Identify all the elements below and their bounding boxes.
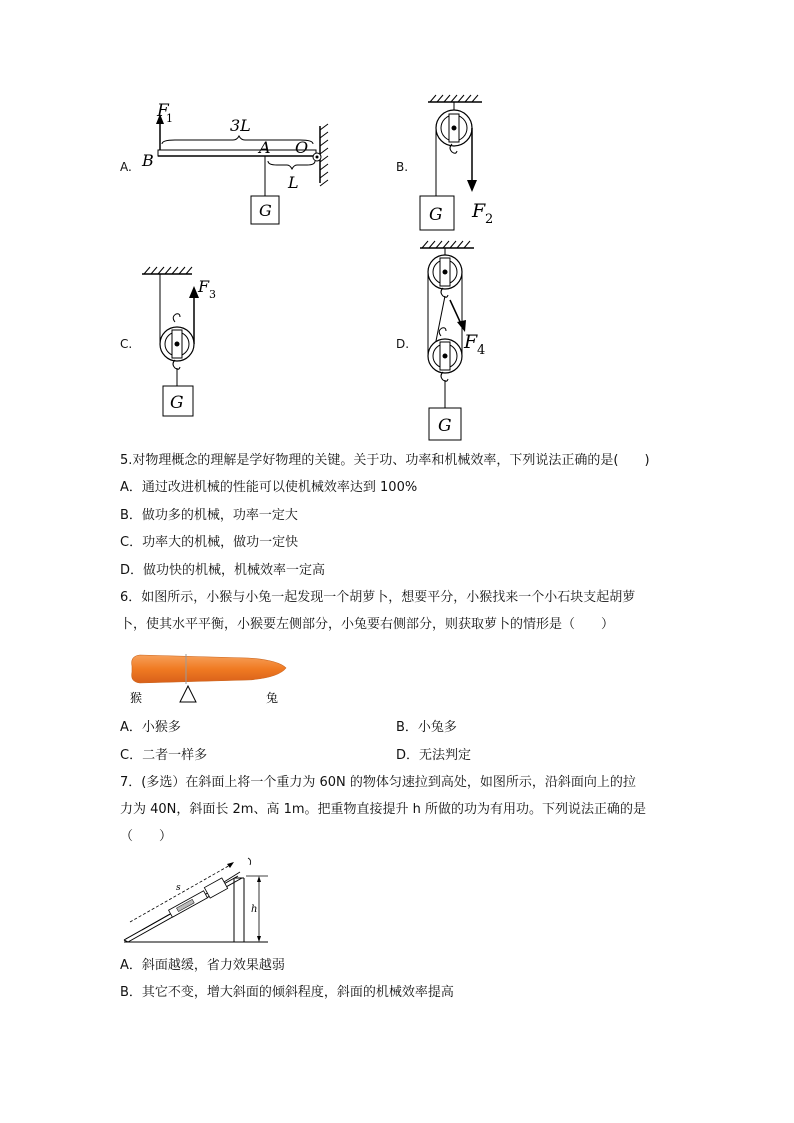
three-l-label: 3L [230,116,251,135]
b-label: B [142,151,154,170]
g-label: G [429,205,443,225]
q7-option-b: B．其它不变，增大斜面的倾斜程度，斜面的机械效率提高 [120,985,454,1000]
q5-stem: 5.对物理概念的理解是学好物理的关键。关于功、功率和机械效率，下列说法正确的是( ) [120,453,650,468]
fixed-pulley-diagram [412,92,522,237]
option-d-label: D. [396,337,410,351]
option-c-label: C. [120,337,133,351]
q6-option-d: D．无法判定 [396,748,472,763]
o-label: O [295,138,309,157]
carrot-balance-figure [128,650,288,710]
fulcrum-stone [180,686,196,702]
g-label: G [170,393,184,413]
option-b-label: B. [396,160,409,174]
monkey-label: 猴 [130,691,143,705]
carrot [132,655,286,683]
q5-option-d: D．做功快的机械，机械效率一定高 [120,563,326,578]
q7-option-a: A．斜面越缓，省力效果越弱 [120,958,285,973]
a-label: A [259,138,271,157]
pulley-block-diagram [414,238,524,443]
q6-stem-line1: 6．如图所示，小猴与小兔一起发现一个胡萝卜，想要平分，小猴找来一个小石块支起胡萝 [120,590,636,605]
f1-label: F [157,101,169,121]
q5-option-b: B．做功多的机械，功率一定大 [120,508,298,523]
l-label: L [288,173,299,192]
f4-subscript: 4 [477,343,486,358]
movable-pulley-diagram [138,264,238,420]
q5-option-c: C．功率大的机械，做功一定快 [120,535,299,550]
q6-stem-line2: 卜，使其水平平衡，小猴要左侧部分，小兔要右侧部分，则获取萝卜的情形是（ ） [120,617,615,632]
g-label: G [259,201,272,220]
q7-stem-line2: 力为 40N，斜面长 2m、高 1m。把重物直接提升 h 所做的功为有用功。下列说法正确的是 [120,802,647,817]
q6-option-b: B．小兔多 [396,720,457,735]
h-label: h [251,904,258,915]
f2-subscript: 2 [485,212,494,227]
f2-label: F [472,200,486,222]
q7-stem-line1: 7．(多选）在斜面上将一个重力为 60N 的物体匀速拉到高处，如图所示，沿斜面向上的拉 [120,775,636,790]
f3-label: F [198,277,210,296]
q5-option-a: A．通过改进机械的性能可以使机械效率达到 100% [120,480,418,495]
rabbit-label: 兔 [266,691,279,705]
f1-subscript: 1 [166,112,173,125]
q6-option-a: A．小猴多 [120,720,181,735]
incline-figure [120,850,280,946]
lever-diagram [135,98,345,233]
q7-stem-line3: （ ） [120,829,173,844]
f3-subscript: 3 [209,288,216,301]
q6-option-c: C．二者一样多 [120,748,208,763]
s-label: s [176,883,181,893]
option-a-label: A. [120,160,132,174]
g-label: G [438,416,452,436]
f4-label: F [464,331,478,353]
